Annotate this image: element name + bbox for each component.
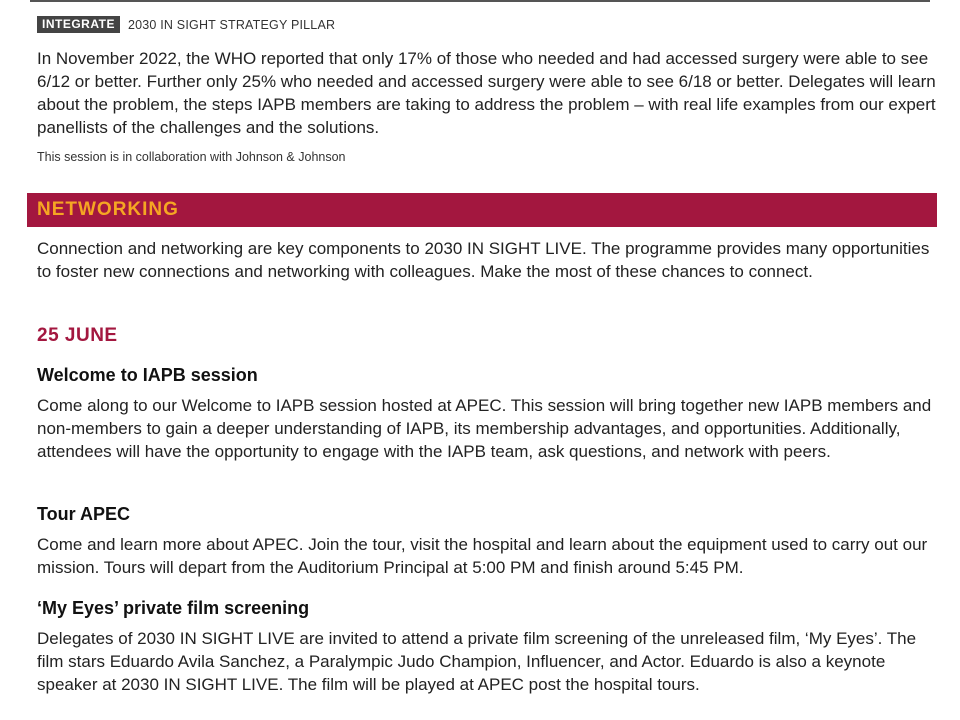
section-heading: NETWORKING (37, 199, 179, 220)
networking-paragraph: Connection and networking are key components to 2030 IN SIGHT LIVE. The programme provides many opportunities to foster new connections and networking with colleagues. Make the most of these chances to connect. (37, 239, 930, 281)
date-heading: 25 JUNE (37, 325, 118, 346)
top-divider (30, 0, 930, 2)
session-title: ‘My Eyes’ private film screening (37, 598, 310, 618)
session-description: Come along to our Welcome to IAPB session hosted at APEC. This session will bring together new IAPB members and non-members to gain a deeper understanding of IAPB, its membership advantages, and opportunities. Additionally, attendees will have the opportunity to engage with the IAPB team, ask questions, and network with peers. (37, 396, 932, 461)
session-description: Come and learn more about APEC. Join the tour, visit the hospital and learn about the equipment used to carry out our mission. Tours will depart from the Auditorium Principal at 5:00 PM and finish around 5:45 PM. (37, 535, 928, 577)
pillar-label: 2030 IN SIGHT STRATEGY PILLAR (127, 17, 336, 32)
pillar-tag: INTEGRATE (37, 16, 120, 33)
intro-paragraph: In November 2022, the WHO reported that only 17% of those who needed and had accessed surgery were able to see 6/12 or better. Further only 25% who needed and accessed surgery were able to see 6/18 or better. Delegates will learn about the problem, the steps IAPB members are taking to address the problem – with real life examples from our expert panellists of the challenges and the solutions. (37, 49, 936, 137)
networking-banner (27, 193, 937, 227)
collaboration-note: This session is in collaboration with Johnson & Johnson (37, 150, 346, 164)
session-title: Welcome to IAPB session (37, 365, 258, 385)
session-title: Tour APEC (37, 504, 130, 524)
strategy-pillar (37, 16, 335, 33)
session-description: Delegates of 2030 IN SIGHT LIVE are invited to attend a private film screening of the unreleased film, ‘My Eyes’. The film stars Eduardo Avila Sanchez, a Paralympic Judo Champion, Influencer, and Actor. Eduardo is also a keynote speaker at 2030 IN SIGHT LIVE. The film will be played at APEC post the hospital tours. (37, 629, 917, 694)
